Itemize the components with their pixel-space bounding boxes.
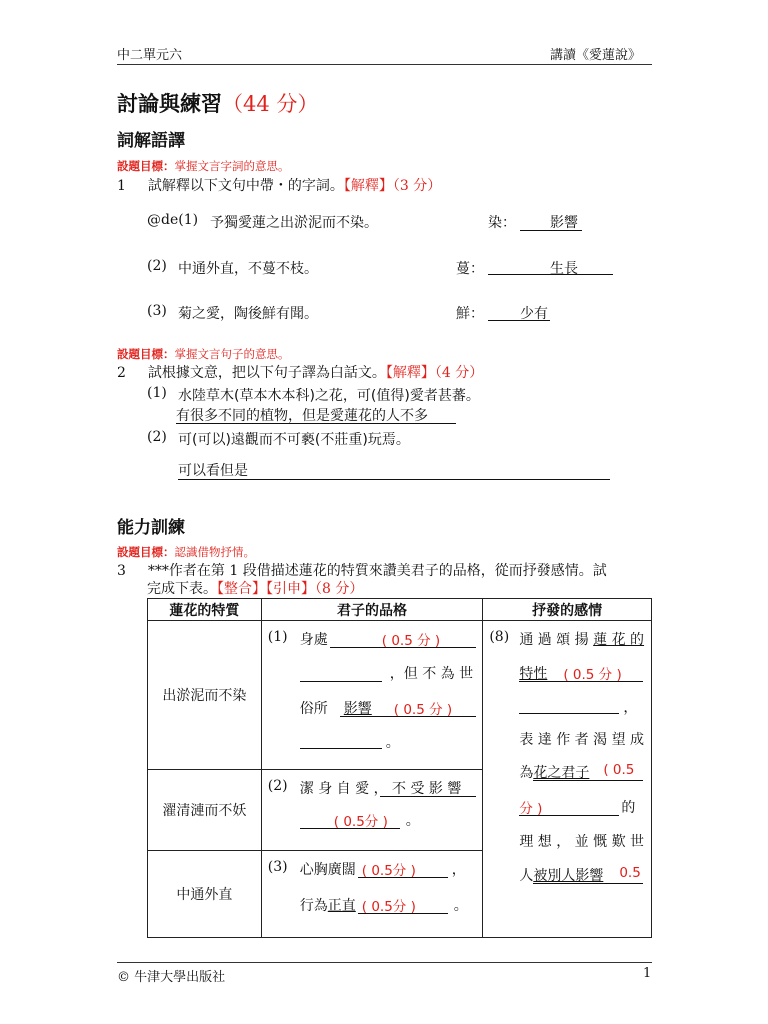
vocab-item-1-answer: 影響	[550, 215, 578, 231]
vocab-item-1-sentence: 予獨愛蓮之出淤泥而不染。	[210, 215, 378, 231]
footer-publisher: © 牛津大學出版社	[117, 970, 226, 985]
translate-item-1-sentence: 水陸草木(草本木本科)之花，可(值得)愛者甚蕃。	[178, 388, 480, 404]
vocab-goal: 設題目標：掌握文言字詞的意思。	[117, 159, 290, 173]
table-header-trait: 蓮花的特質	[148, 599, 262, 621]
vocab-item-3-answer: 少有	[520, 306, 548, 322]
header-unit: 中二單元六	[117, 48, 183, 63]
question-3-line2: 完成下表。【整合】【引申】（8 分）	[147, 581, 364, 597]
vocab-item-3-word: 鮮：	[456, 306, 484, 322]
vocab-item-3-sentence: 菊之愛，陶後鮮有聞。	[178, 306, 318, 322]
answer-table	[147, 598, 652, 938]
translate-goal: 設題目標：掌握文言句子的意思。	[117, 347, 290, 361]
ability-heading: 能力訓練	[117, 518, 185, 538]
header-rule	[117, 64, 652, 65]
table-header-feeling: 抒發的感情	[483, 599, 652, 621]
translate-item-1-num: (1)	[147, 385, 167, 401]
table-row-1-trait: 出淤泥而不染	[148, 621, 262, 770]
table-feeling-cell: (8) 通 過 頌 揚 蓮 花 的 特性 ( 0.5 分 ) ， 表 達 作 者 渴 望 成 為花之君子 ( 0.5 分 ) 的 理 想 ， 並 慨 歎 世 人被別人影響 0.5	[483, 621, 652, 938]
translate-item-1-answer: 有很多不同的植物，但是愛蓮花的人不多	[176, 408, 428, 424]
vocab-item-2-word: 蔓：	[456, 261, 484, 277]
translate-item-2-answer: 可以看但是	[178, 463, 248, 479]
table-row-3-trait: 中通外直	[148, 850, 262, 937]
table-row-3-character: (3) 心胸廣闊 ( 0.5分 ) ， 行為正直 ( 0.5分 ) 。	[261, 850, 483, 937]
page-number: 1	[643, 966, 652, 981]
vocab-heading: 詞解語譯	[117, 131, 185, 151]
vocab-item-2-answer: 生長	[550, 261, 578, 277]
vocab-item-2-num: (2)	[147, 258, 167, 274]
vocab-item-2-sentence: 中通外直，不蔓不枝。	[178, 261, 318, 277]
translate-item-2-line	[178, 479, 610, 480]
translate-item-2-num: (2)	[147, 429, 167, 445]
translate-item-1-line	[176, 423, 456, 424]
translate-item-2-sentence: 可(可以)遠觀而不可褻(不莊重)玩焉。	[178, 432, 410, 448]
question-2: 2 試根據文意，把以下句子譯為白話文。【解釋】（4 分）	[117, 365, 484, 381]
vocab-item-3-num: (3)	[147, 303, 167, 319]
header-lesson: 講讀《愛蓮說》	[550, 48, 642, 63]
question-3-line1: 3 ***作者在第 1 段借描述蓮花的特質來讚美君子的品格，從而抒發感情。試	[117, 563, 607, 579]
table-row-2-trait: 濯清漣而不妖	[148, 770, 262, 851]
question-1: 1 試解釋以下文句中帶・的字詞。【解釋】（3 分）	[117, 178, 442, 194]
vocab-item-1-num: @de(1)	[147, 212, 199, 228]
table-header-character: 君子的品格	[261, 599, 483, 621]
ability-goal: 設題目標：認識借物抒情。	[117, 545, 255, 559]
vocab-item-1-word: 染：	[488, 215, 516, 231]
footer-rule	[117, 962, 652, 963]
page-title: 討論與練習（44 分）	[117, 91, 319, 116]
table-row-1-character: (1) 身處 ( 0.5 分 ) ，但 不 為 世 俗所 影響 ( 0.5 分 ) 。	[261, 621, 483, 770]
table-row-2-character: (2) 潔 身 自 愛 ， 不 受 影 響 ( 0.5分 ) 。	[261, 770, 483, 851]
